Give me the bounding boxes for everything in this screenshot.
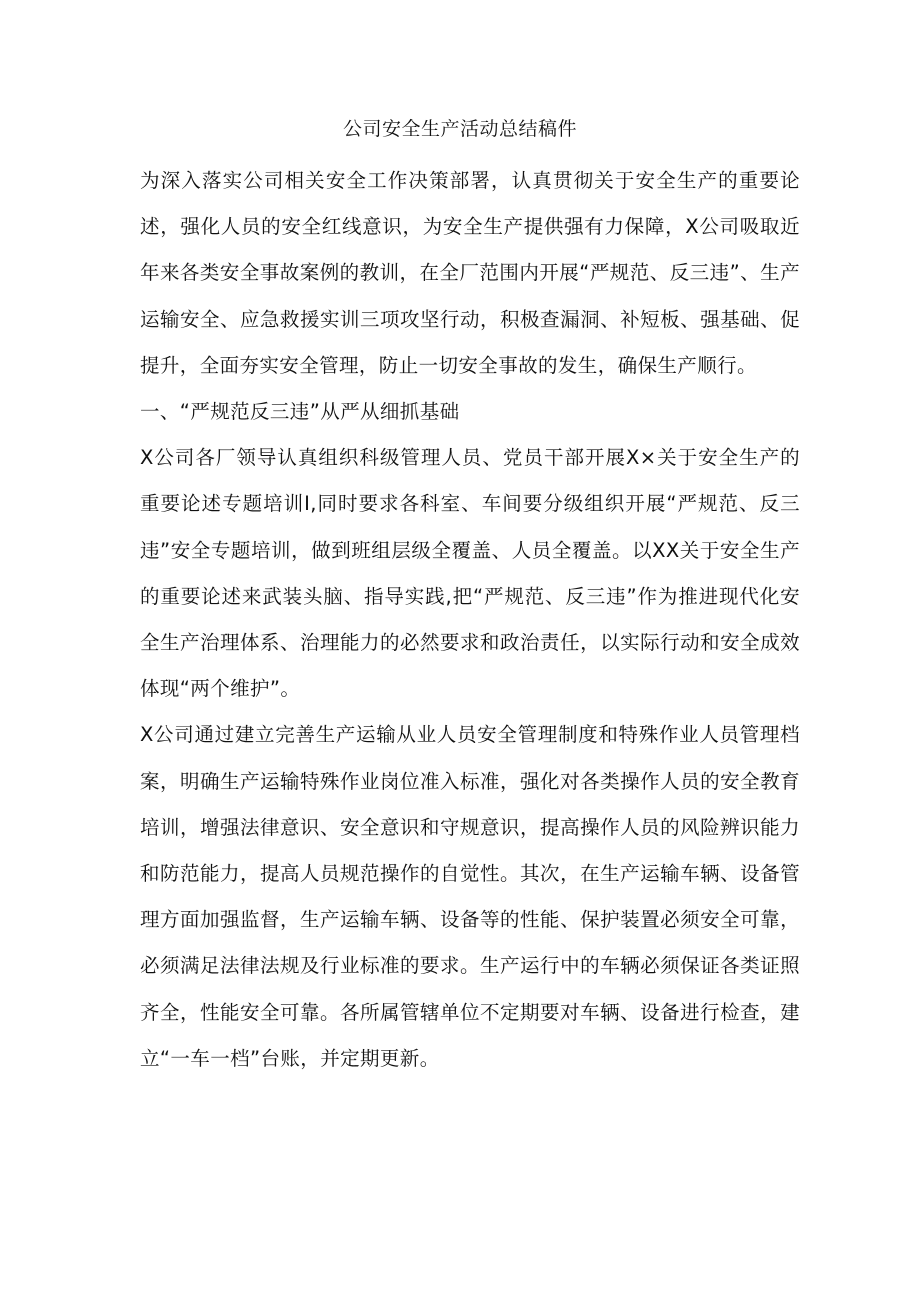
document-title: 公司安全生产活动总结稿件 bbox=[342, 118, 577, 140]
section-1-paragraph-1: X公司各厂领导认真组织科级管理人员、党员干部开展X×关于安全生产的重要论述专题培训I,同时要求各科室、车间要分级组织开展“严规范、反三违”安全专题培训，做到班组层级全覆盖、人员全覆盖。以XX关于安全生产的重要论述来武装头脑、指导实践,把“严规范、反三违”作为推进现代化安全生产治理体系、治理能力的必然要求和政治责任，以实际行动和安全成效体现“两个维护”。 bbox=[140, 446, 800, 701]
document-body bbox=[140, 158, 800, 1082]
intro-paragraph: 为深入落实公司相关安全工作决策部署，认真贯彻关于安全生产的重要论述，强化人员的安全红线意识，为安全生产提供强有力保障，X公司吸取近年来各类安全事故案例的教训，在全厂范围内开展“严规范、反三违”、生产运输安全、应急救援实训三项攻坚行动，积极查漏洞、补短板、强基础、促提升，全面夯实安全管理，防止一切安全事故的发生，确保生产顺行。 bbox=[140, 169, 800, 377]
section-heading-1: 一、“严规范反三违”从严从细抓基础 bbox=[140, 400, 460, 424]
section-1-paragraph-2: X公司通过建立完善生产运输从业人员安全管理制度和特殊作业人员管理档案，明确生产运输特殊作业岗位准入标准，强化对各类操作人员的安全教育培训，增强法律意识、安全意识和守规意识，提高操作人员的风险辨识能力和防范能力，提高人员规范操作的自觉性。其次，在生产运输车辆、设备管理方面加强监督，生产运输车辆、设备等的性能、保护装置必须安全可靠，必须满足法律法规及行业标准的要求。生产运行中的车辆必须保证各类证照齐全，性能安全可靠。各所属管辖单位不定期要对车辆、设备进行检查，建立“一车一档”台账，并定期更新。 bbox=[140, 723, 800, 1070]
